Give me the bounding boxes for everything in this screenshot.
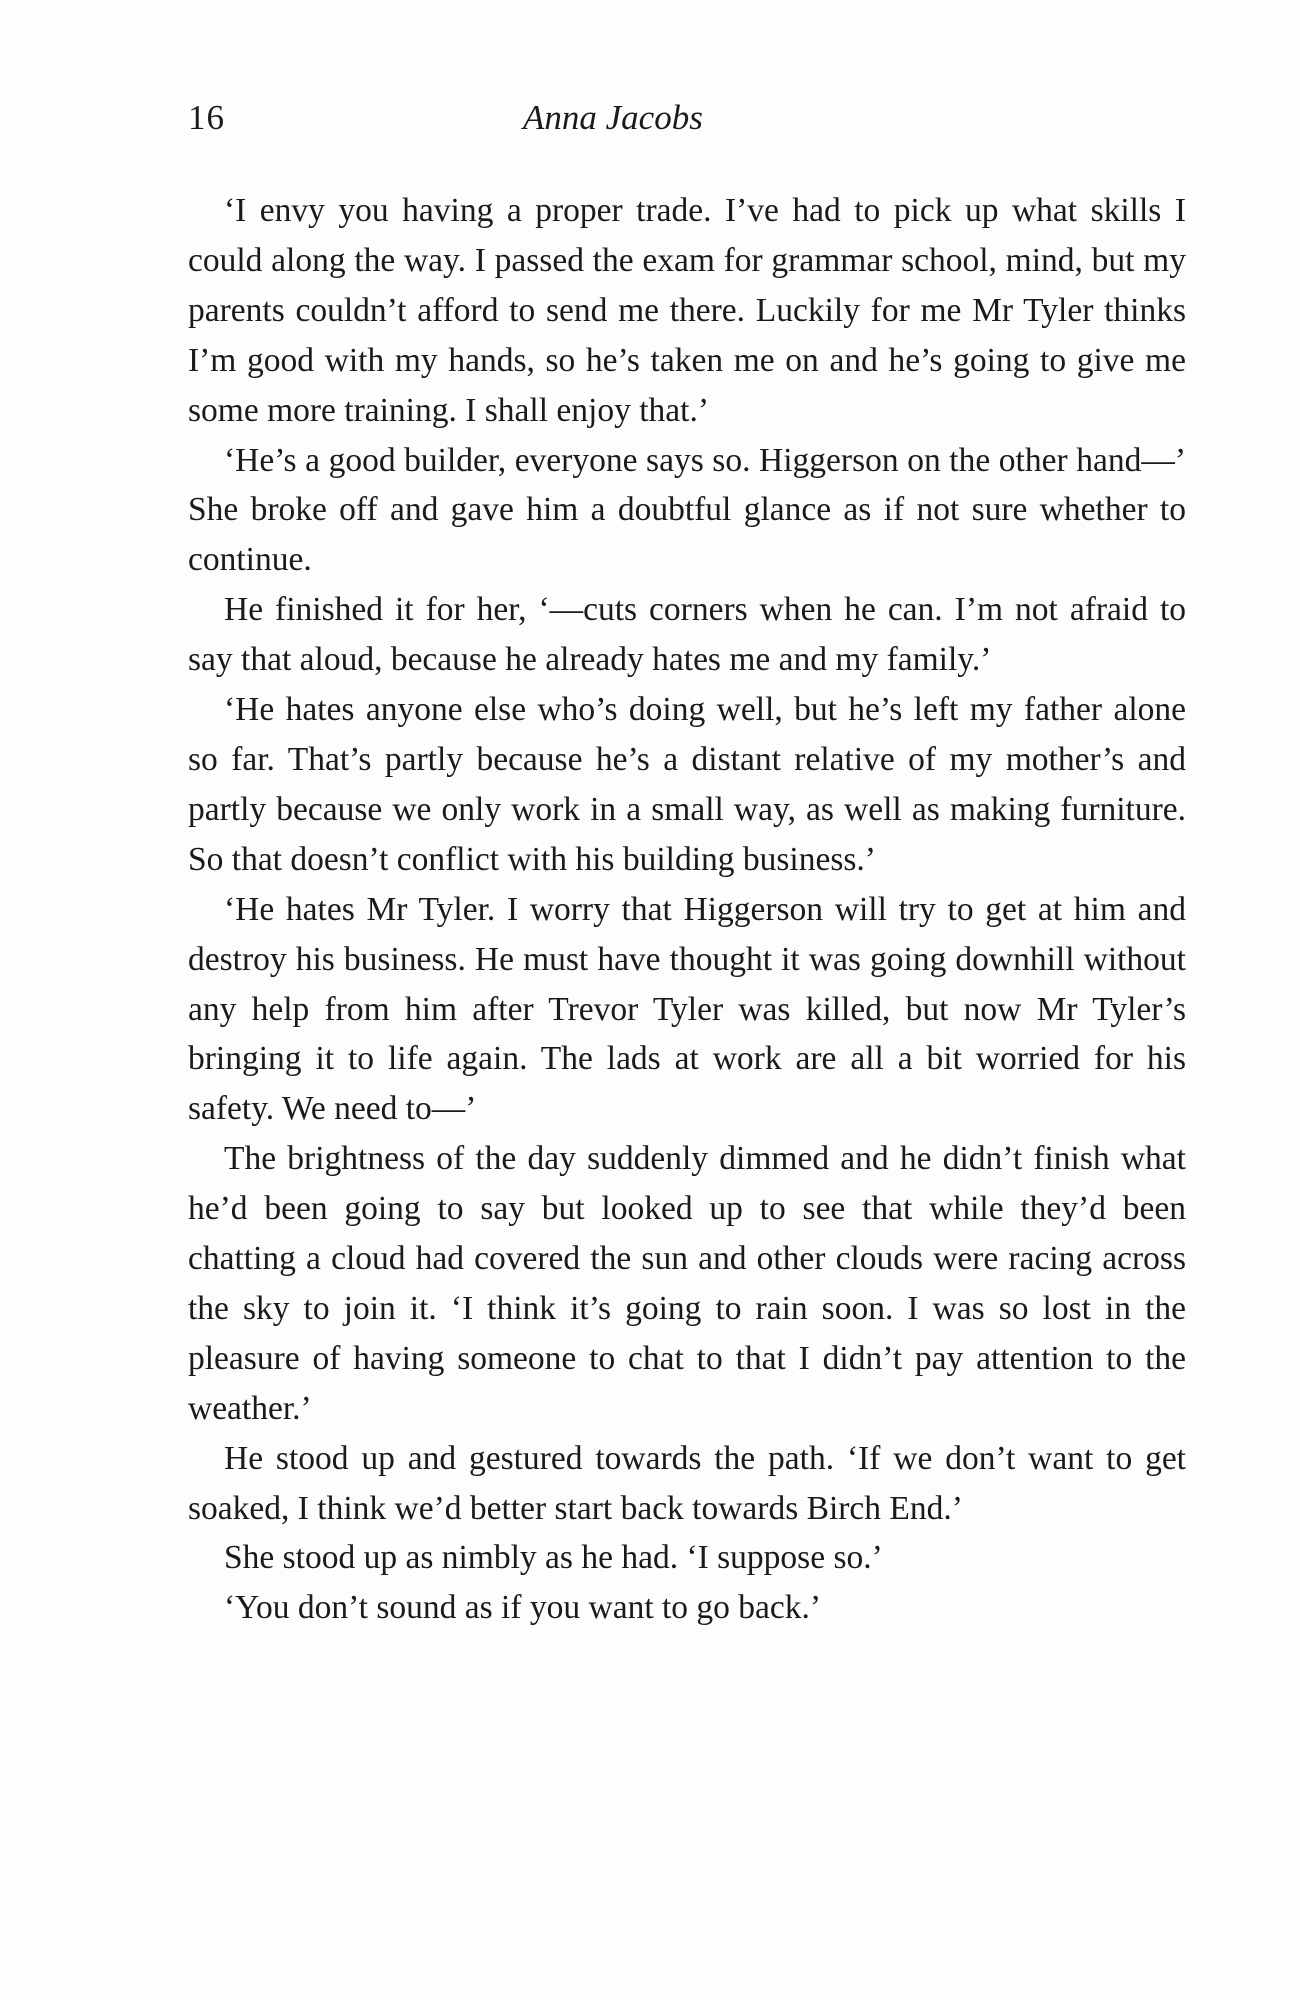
paragraph: He stood up and gestured towards the path. ‘If we don’t want to get soaked, I think we’d better start back towards Birch End.’ — [188, 1439, 1186, 1527]
paragraph: ‘You don’t sound as if you want to go back.’ — [224, 1589, 822, 1627]
paragraph: He finished it for her, ‘—cuts corners when he can. I’m not afraid to say that aloud, because he already hates me and my family.’ — [188, 591, 1186, 679]
paragraph: ‘He’s a good builder, everyone says so. Higgerson on the other hand—’ She broke off and gave him a doubtful glance as if not sure whether to continue. — [188, 441, 1186, 579]
paragraph: ‘He hates Mr Tyler. I worry that Higgerson will try to get at him and destroy his business. He must have thought it was going downhill without any help from him after Trevor Tyler was killed, but now Mr Tyler’s bringing it to life again. The lads at work are all a bit worried for his safety. We need to—’ — [188, 890, 1186, 1128]
paragraph: ‘I envy you having a proper trade. I’ve had to pick up what skills I could along the way. I passed the exam for grammar school, mind, but my parents couldn’t afford to send me there. Luckily for me Mr Tyler thinks I’m good with my hands, so he’s taken me on and he’s going to give me some more training. I shall enjoy that.’ — [188, 192, 1186, 429]
running-head-author: Anna Jacobs — [523, 98, 703, 137]
paragraph: ‘He hates anyone else who’s doing well, but he’s left my father alone so far. That’s partly because he’s a distant relative of my mother’s and partly because we only work in a small way, as well as making furniture. So that doesn’t conflict with his building business.’ — [188, 691, 1186, 878]
paragraph: The brightness of the day suddenly dimmed and he didn’t finish what he’d been going to say but looked up to see that while they’d been chatting a cloud had covered the sun and other clouds were racing across the sky to join it. ‘I think it’s going to rain soon. I was so lost in the pleasure of having someone to chat to that I didn’t pay attention to the weather.’ — [188, 1140, 1186, 1427]
paragraph: She stood up as nimbly as he had. ‘I suppose so.’ — [224, 1539, 883, 1577]
running-head — [188, 98, 1188, 158]
body-text — [188, 186, 1186, 1633]
page-number: 16 — [188, 98, 225, 137]
